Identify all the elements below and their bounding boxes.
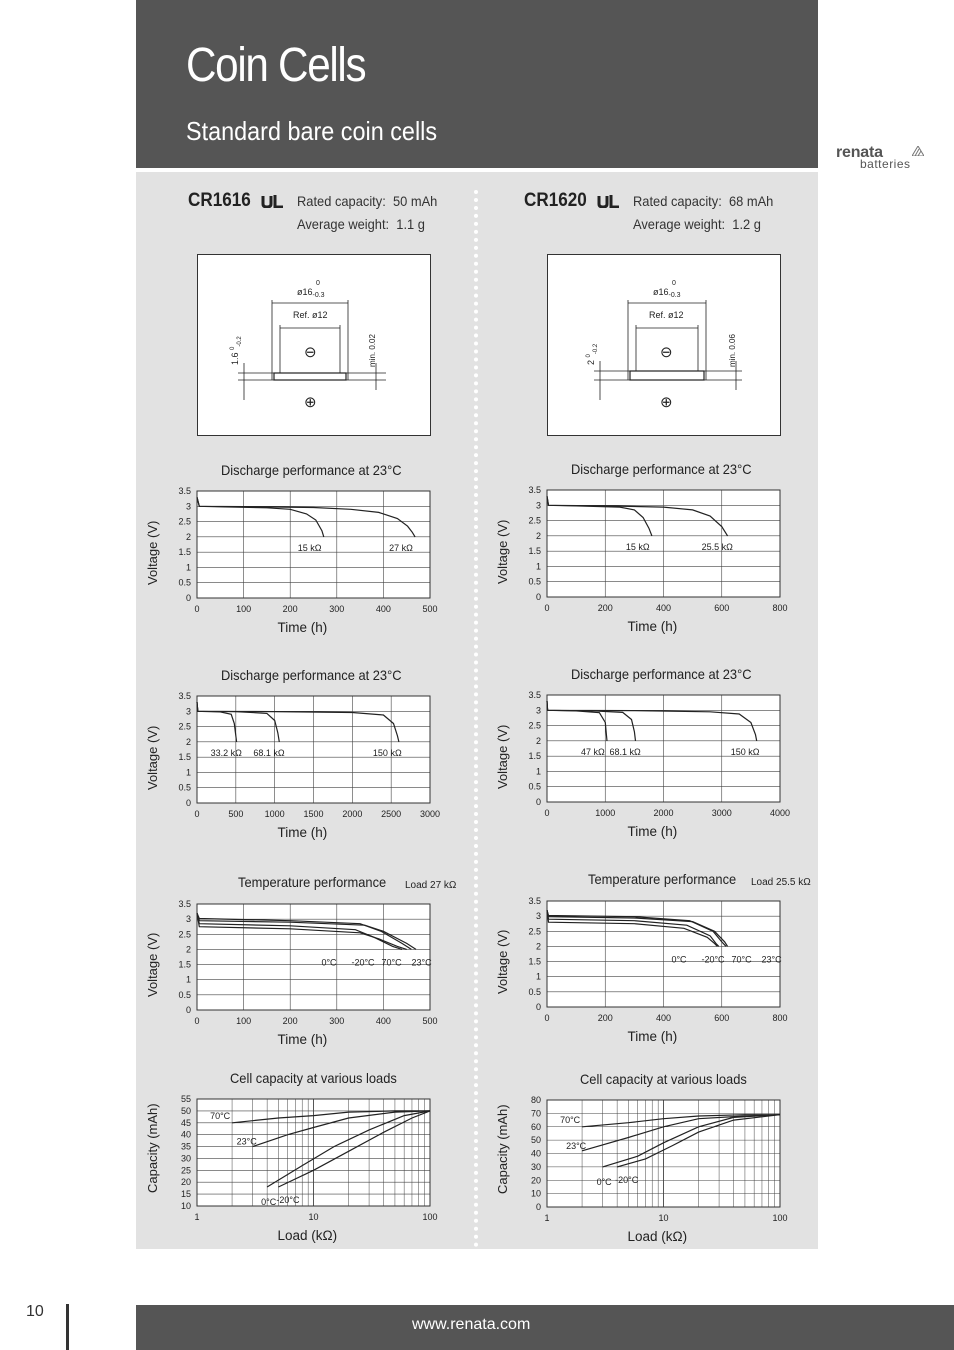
series-label: 15 kΩ bbox=[297, 542, 322, 553]
y-tick-label: 3.5 bbox=[528, 690, 541, 700]
y-axis-label: Voltage (V) bbox=[145, 520, 160, 585]
diameter-label: $ø16_{-0.3}$ bbox=[297, 287, 325, 299]
x-tick-label: 4000 bbox=[769, 808, 791, 818]
ref-label: Ref. ø12 bbox=[293, 310, 328, 320]
y-tick-label: 20 bbox=[180, 1177, 191, 1188]
y-tick-label: 40 bbox=[530, 1148, 541, 1159]
y-tick-label: 2 bbox=[535, 530, 541, 541]
series-label: 68.1 kΩ bbox=[253, 747, 285, 758]
y-tick-label: 0 bbox=[535, 592, 541, 602]
chart-plot-area bbox=[178, 691, 441, 819]
y-tick-label: 1 bbox=[185, 767, 191, 778]
page-header bbox=[136, 0, 818, 168]
series-line bbox=[197, 702, 279, 742]
series-label: -20°C bbox=[276, 1194, 300, 1205]
model-name: CR1616 bbox=[188, 190, 251, 211]
y-tick-label: 2 bbox=[535, 941, 541, 952]
weight-value: 1.1 g bbox=[396, 216, 425, 232]
y-tick-label: 1.5 bbox=[528, 751, 541, 762]
chart-title: Cell capacity at various loads bbox=[580, 1071, 747, 1087]
x-tick-label: 400 bbox=[655, 603, 672, 613]
dimension-drawing bbox=[547, 254, 781, 436]
y-tick-label: 3 bbox=[535, 705, 541, 716]
series-label: 23°C bbox=[411, 957, 432, 968]
diameter-tol-top: 0 bbox=[672, 280, 676, 287]
y-tick-label: 3 bbox=[185, 706, 191, 717]
y-tick-label: 2 bbox=[185, 531, 191, 542]
x-tick-label: 800 bbox=[772, 1013, 788, 1023]
weight-label: Average weight: bbox=[297, 216, 390, 232]
y-tick-label: 0.5 bbox=[178, 782, 191, 793]
y-tick-label: 20 bbox=[530, 1175, 541, 1186]
ul-mark-icon bbox=[261, 194, 285, 208]
y-tick-label: 50 bbox=[530, 1135, 541, 1146]
footer-url: www.renata.com bbox=[412, 1316, 531, 1333]
x-axis-label: Time (h) bbox=[277, 825, 328, 840]
x-tick-label: 200 bbox=[597, 603, 613, 613]
y-tick-label: 1 bbox=[535, 766, 541, 777]
y-tick-label: 0 bbox=[185, 593, 191, 603]
series-label: 68.1 kΩ bbox=[609, 746, 641, 757]
x-tick-label: 1 bbox=[544, 1213, 550, 1223]
weight-label: Average weight: bbox=[633, 216, 726, 232]
min-label: min. 0.06 bbox=[728, 334, 737, 367]
x-axis-label: Time (h) bbox=[627, 619, 678, 634]
y-tick-label: 70 bbox=[530, 1108, 541, 1119]
y-axis-label: Voltage (V) bbox=[495, 724, 510, 789]
page-title: Coin Cells bbox=[186, 39, 366, 92]
x-tick-label: 2500 bbox=[381, 809, 402, 819]
x-axis-label: Time (h) bbox=[627, 824, 678, 839]
x-tick-label: 1500 bbox=[303, 809, 324, 819]
page-footer bbox=[136, 1305, 954, 1350]
y-axis-label: Capacity (mAh) bbox=[495, 1103, 510, 1194]
minus-terminal-icon: ⊖ bbox=[304, 344, 317, 361]
y-tick-label: 0.5 bbox=[528, 576, 541, 587]
series-line bbox=[547, 910, 726, 946]
x-tick-label: 0 bbox=[544, 808, 550, 818]
series-line bbox=[197, 913, 407, 949]
y-tick-label: 0 bbox=[535, 1202, 541, 1212]
series-label: 0°C bbox=[596, 1176, 612, 1187]
x-tick-label: 100 bbox=[772, 1213, 788, 1223]
chart-svg bbox=[528, 896, 788, 1023]
plus-terminal-icon: ⊕ bbox=[660, 394, 673, 411]
x-tick-label: 300 bbox=[329, 604, 345, 614]
series-line bbox=[197, 702, 237, 742]
y-tick-label: 2 bbox=[535, 735, 541, 746]
series-line bbox=[547, 701, 607, 741]
height-label: 1.6 $^0_{-0.2}$ bbox=[230, 336, 243, 365]
x-axis-label: Time (h) bbox=[627, 1029, 678, 1044]
y-axis-label: Voltage (V) bbox=[495, 929, 510, 994]
ul-mark-icon bbox=[597, 194, 621, 208]
chart-svg bbox=[528, 690, 791, 818]
series-label: -20°C bbox=[351, 957, 375, 968]
y-tick-label: 1 bbox=[185, 562, 191, 573]
model-name: CR1620 bbox=[524, 190, 587, 211]
x-axis-label: Load (kΩ) bbox=[277, 1228, 338, 1243]
y-tick-label: 45 bbox=[180, 1117, 191, 1128]
x-tick-label: 100 bbox=[422, 1212, 438, 1222]
y-tick-label: 0 bbox=[185, 798, 191, 808]
x-tick-label: 10 bbox=[308, 1212, 319, 1222]
page-number: 10 bbox=[26, 1303, 44, 1320]
y-tick-label: 2.5 bbox=[178, 929, 191, 940]
ref-label: Ref. ø12 bbox=[649, 310, 684, 320]
y-axis-label: Capacity (mAh) bbox=[145, 1102, 160, 1193]
chart-title: Temperature performance bbox=[588, 871, 737, 887]
series-label: -20°C bbox=[701, 954, 725, 965]
series-label: 23°C bbox=[761, 954, 782, 965]
capacity-value: 50 mAh bbox=[392, 193, 438, 209]
y-tick-label: 3.5 bbox=[178, 486, 191, 496]
y-tick-label: 1.5 bbox=[528, 956, 541, 967]
x-tick-label: 400 bbox=[375, 604, 391, 614]
chart-title: Discharge performance at 23°C bbox=[221, 667, 402, 683]
series-label: 23°C bbox=[566, 1140, 587, 1151]
height-label: 2 $^0_{-0.2}$ bbox=[586, 343, 599, 365]
series-label: 150 kΩ bbox=[730, 746, 760, 757]
y-tick-label: 2.5 bbox=[528, 720, 541, 731]
spec-panel bbox=[136, 172, 818, 1249]
x-tick-label: 0 bbox=[194, 604, 200, 614]
series-line bbox=[197, 497, 415, 537]
series-label: 0°C bbox=[671, 954, 687, 965]
chart-title: Temperature performance bbox=[238, 874, 387, 890]
y-tick-label: 1.5 bbox=[178, 547, 191, 558]
series-label: 0°C bbox=[321, 957, 337, 968]
chart-svg bbox=[180, 1094, 438, 1222]
series-label: 70°C bbox=[381, 957, 402, 968]
x-tick-label: 800 bbox=[772, 603, 788, 613]
capacity-line bbox=[297, 193, 437, 209]
x-tick-label: 400 bbox=[375, 1016, 391, 1026]
y-tick-label: 0 bbox=[535, 1002, 541, 1012]
y-tick-label: 0.5 bbox=[528, 986, 541, 997]
y-tick-label: 35 bbox=[180, 1141, 191, 1152]
chart-svg bbox=[530, 1095, 788, 1223]
x-axis-label: Time (h) bbox=[277, 620, 328, 635]
y-tick-label: 15 bbox=[180, 1189, 191, 1200]
y-tick-label: 1 bbox=[535, 561, 541, 572]
y-tick-label: 40 bbox=[180, 1129, 191, 1140]
series-label: 0°C bbox=[261, 1196, 277, 1207]
series-label: 70°C bbox=[731, 954, 752, 965]
chart-svg bbox=[178, 691, 441, 819]
series-line bbox=[547, 701, 636, 741]
y-tick-label: 3 bbox=[535, 911, 541, 922]
y-tick-label: 10 bbox=[530, 1188, 541, 1199]
chart-title: Discharge performance at 23°C bbox=[571, 461, 752, 477]
series-label: 70°C bbox=[210, 1110, 231, 1121]
y-tick-label: 0.5 bbox=[178, 577, 191, 588]
x-tick-label: 300 bbox=[329, 1016, 345, 1026]
plus-terminal-icon: ⊕ bbox=[304, 394, 317, 411]
chart-svg bbox=[178, 899, 438, 1026]
chart-plot-area bbox=[178, 899, 438, 1026]
min-label: min. 0.02 bbox=[368, 334, 377, 367]
x-tick-label: 200 bbox=[282, 1016, 298, 1026]
x-tick-label: 200 bbox=[282, 604, 298, 614]
y-tick-label: 80 bbox=[530, 1095, 541, 1105]
y-tick-label: 1 bbox=[185, 974, 191, 985]
chart-load-label: Load 27 kΩ bbox=[405, 880, 457, 891]
x-axis-label: Time (h) bbox=[277, 1032, 328, 1047]
y-tick-label: 2.5 bbox=[528, 926, 541, 937]
series-line bbox=[197, 497, 324, 537]
x-tick-label: 200 bbox=[597, 1013, 613, 1023]
series-label: 25.5 kΩ bbox=[701, 541, 733, 552]
x-axis-label: Load (kΩ) bbox=[627, 1229, 688, 1244]
x-tick-label: 2000 bbox=[342, 809, 363, 819]
y-axis-label: Voltage (V) bbox=[495, 519, 510, 584]
dimension-drawing bbox=[197, 254, 431, 436]
y-tick-label: 3.5 bbox=[528, 485, 541, 495]
x-tick-label: 1000 bbox=[264, 809, 285, 819]
y-axis-label: Voltage (V) bbox=[145, 932, 160, 997]
y-tick-label: 50 bbox=[180, 1105, 191, 1116]
y-tick-label: 25 bbox=[180, 1165, 191, 1176]
y-tick-label: 2.5 bbox=[178, 516, 191, 527]
y-tick-label: 3.5 bbox=[178, 691, 191, 701]
series-label: 47 kΩ bbox=[580, 746, 605, 757]
y-tick-label: 55 bbox=[180, 1094, 191, 1104]
capacity-label: Rated capacity: bbox=[297, 193, 386, 209]
y-tick-label: 2.5 bbox=[528, 515, 541, 526]
series-line bbox=[547, 496, 728, 536]
y-tick-label: 0 bbox=[535, 797, 541, 807]
y-tick-label: 0 bbox=[185, 1005, 191, 1015]
x-tick-label: 0 bbox=[194, 1016, 200, 1026]
y-tick-label: 2.5 bbox=[178, 721, 191, 732]
chart-title: Discharge performance at 23°C bbox=[571, 666, 752, 682]
chart-plot-area bbox=[178, 486, 438, 614]
chart-plot-area bbox=[180, 1094, 438, 1222]
y-tick-label: 60 bbox=[530, 1121, 541, 1132]
series-label: 23°C bbox=[236, 1136, 257, 1147]
x-tick-label: 1 bbox=[194, 1212, 200, 1222]
weight-line bbox=[633, 216, 761, 232]
y-tick-label: 30 bbox=[180, 1153, 191, 1164]
x-tick-label: 1000 bbox=[595, 808, 616, 818]
x-tick-label: 500 bbox=[228, 809, 244, 819]
diameter-tol-top: 0 bbox=[316, 280, 320, 287]
minus-terminal-icon: ⊖ bbox=[660, 344, 673, 361]
chart-load-label: Load 25.5 kΩ bbox=[751, 877, 811, 888]
y-tick-label: 3.5 bbox=[528, 896, 541, 906]
y-tick-label: 10 bbox=[180, 1201, 191, 1211]
x-tick-label: 400 bbox=[655, 1013, 672, 1023]
logo-sub: batteries bbox=[860, 157, 911, 171]
chart-title: Discharge performance at 23°C bbox=[221, 462, 402, 478]
chart-plot-area bbox=[528, 690, 791, 818]
page-subtitle: Standard bare coin cells bbox=[186, 116, 438, 146]
capacity-line bbox=[633, 193, 773, 209]
y-tick-label: 3.5 bbox=[178, 899, 191, 909]
chart-svg bbox=[178, 486, 438, 614]
page-number-bar bbox=[66, 1304, 69, 1350]
series-line bbox=[547, 701, 757, 741]
chart-plot-area bbox=[528, 896, 788, 1023]
x-tick-label: 0 bbox=[544, 1013, 550, 1023]
y-tick-label: 3 bbox=[535, 500, 541, 511]
x-tick-label: 500 bbox=[422, 604, 438, 614]
y-tick-label: 1.5 bbox=[178, 752, 191, 763]
y-tick-label: 1.5 bbox=[178, 959, 191, 970]
y-tick-label: 30 bbox=[530, 1161, 541, 1172]
series-line bbox=[278, 1111, 430, 1187]
capacity-value: 68 mAh bbox=[728, 193, 774, 209]
y-tick-label: 0.5 bbox=[178, 989, 191, 1000]
x-tick-label: 3000 bbox=[711, 808, 732, 818]
weight-value: 1.2 g bbox=[732, 216, 761, 232]
capacity-label: Rated capacity: bbox=[633, 193, 722, 209]
series-line bbox=[197, 913, 411, 949]
chart-title: Cell capacity at various loads bbox=[230, 1070, 397, 1086]
x-tick-label: 2000 bbox=[653, 808, 674, 818]
x-tick-label: 600 bbox=[714, 1013, 730, 1023]
series-line bbox=[197, 913, 402, 949]
logo-swoosh-icon bbox=[912, 146, 924, 156]
x-tick-label: 100 bbox=[236, 604, 252, 614]
series-line bbox=[582, 1115, 780, 1151]
y-tick-label: 0.5 bbox=[528, 781, 541, 792]
series-line bbox=[197, 702, 399, 742]
x-tick-label: 100 bbox=[236, 1016, 252, 1026]
diameter-label: $ø16_{-0.3}$ bbox=[653, 287, 681, 299]
x-tick-label: 500 bbox=[422, 1016, 438, 1026]
renata-logo bbox=[836, 144, 946, 174]
y-axis-label: Voltage (V) bbox=[145, 725, 160, 790]
series-label: 15 kΩ bbox=[625, 541, 650, 552]
chart-plot-area bbox=[528, 485, 788, 613]
y-tick-label: 1.5 bbox=[528, 546, 541, 557]
chart-svg bbox=[528, 485, 788, 613]
x-tick-label: 0 bbox=[194, 809, 200, 819]
y-tick-label: 2 bbox=[185, 944, 191, 955]
y-tick-label: 3 bbox=[185, 914, 191, 925]
y-tick-label: 3 bbox=[185, 501, 191, 512]
y-tick-label: 2 bbox=[185, 736, 191, 747]
logo-name: renata bbox=[836, 144, 883, 161]
series-label: 150 kΩ bbox=[372, 747, 402, 758]
y-tick-label: 1 bbox=[535, 971, 541, 982]
weight-line bbox=[297, 216, 425, 232]
x-tick-label: 0 bbox=[544, 603, 550, 613]
series-label: 27 kΩ bbox=[389, 542, 413, 553]
chart-plot-area bbox=[530, 1095, 788, 1223]
series-label: 33.2 kΩ bbox=[210, 747, 242, 758]
x-tick-label: 10 bbox=[658, 1213, 669, 1223]
x-tick-label: 600 bbox=[714, 603, 730, 613]
series-label: 70°C bbox=[560, 1114, 581, 1125]
x-tick-label: 3000 bbox=[419, 809, 441, 819]
series-line bbox=[547, 496, 652, 536]
series-label: -20°C bbox=[615, 1174, 639, 1185]
